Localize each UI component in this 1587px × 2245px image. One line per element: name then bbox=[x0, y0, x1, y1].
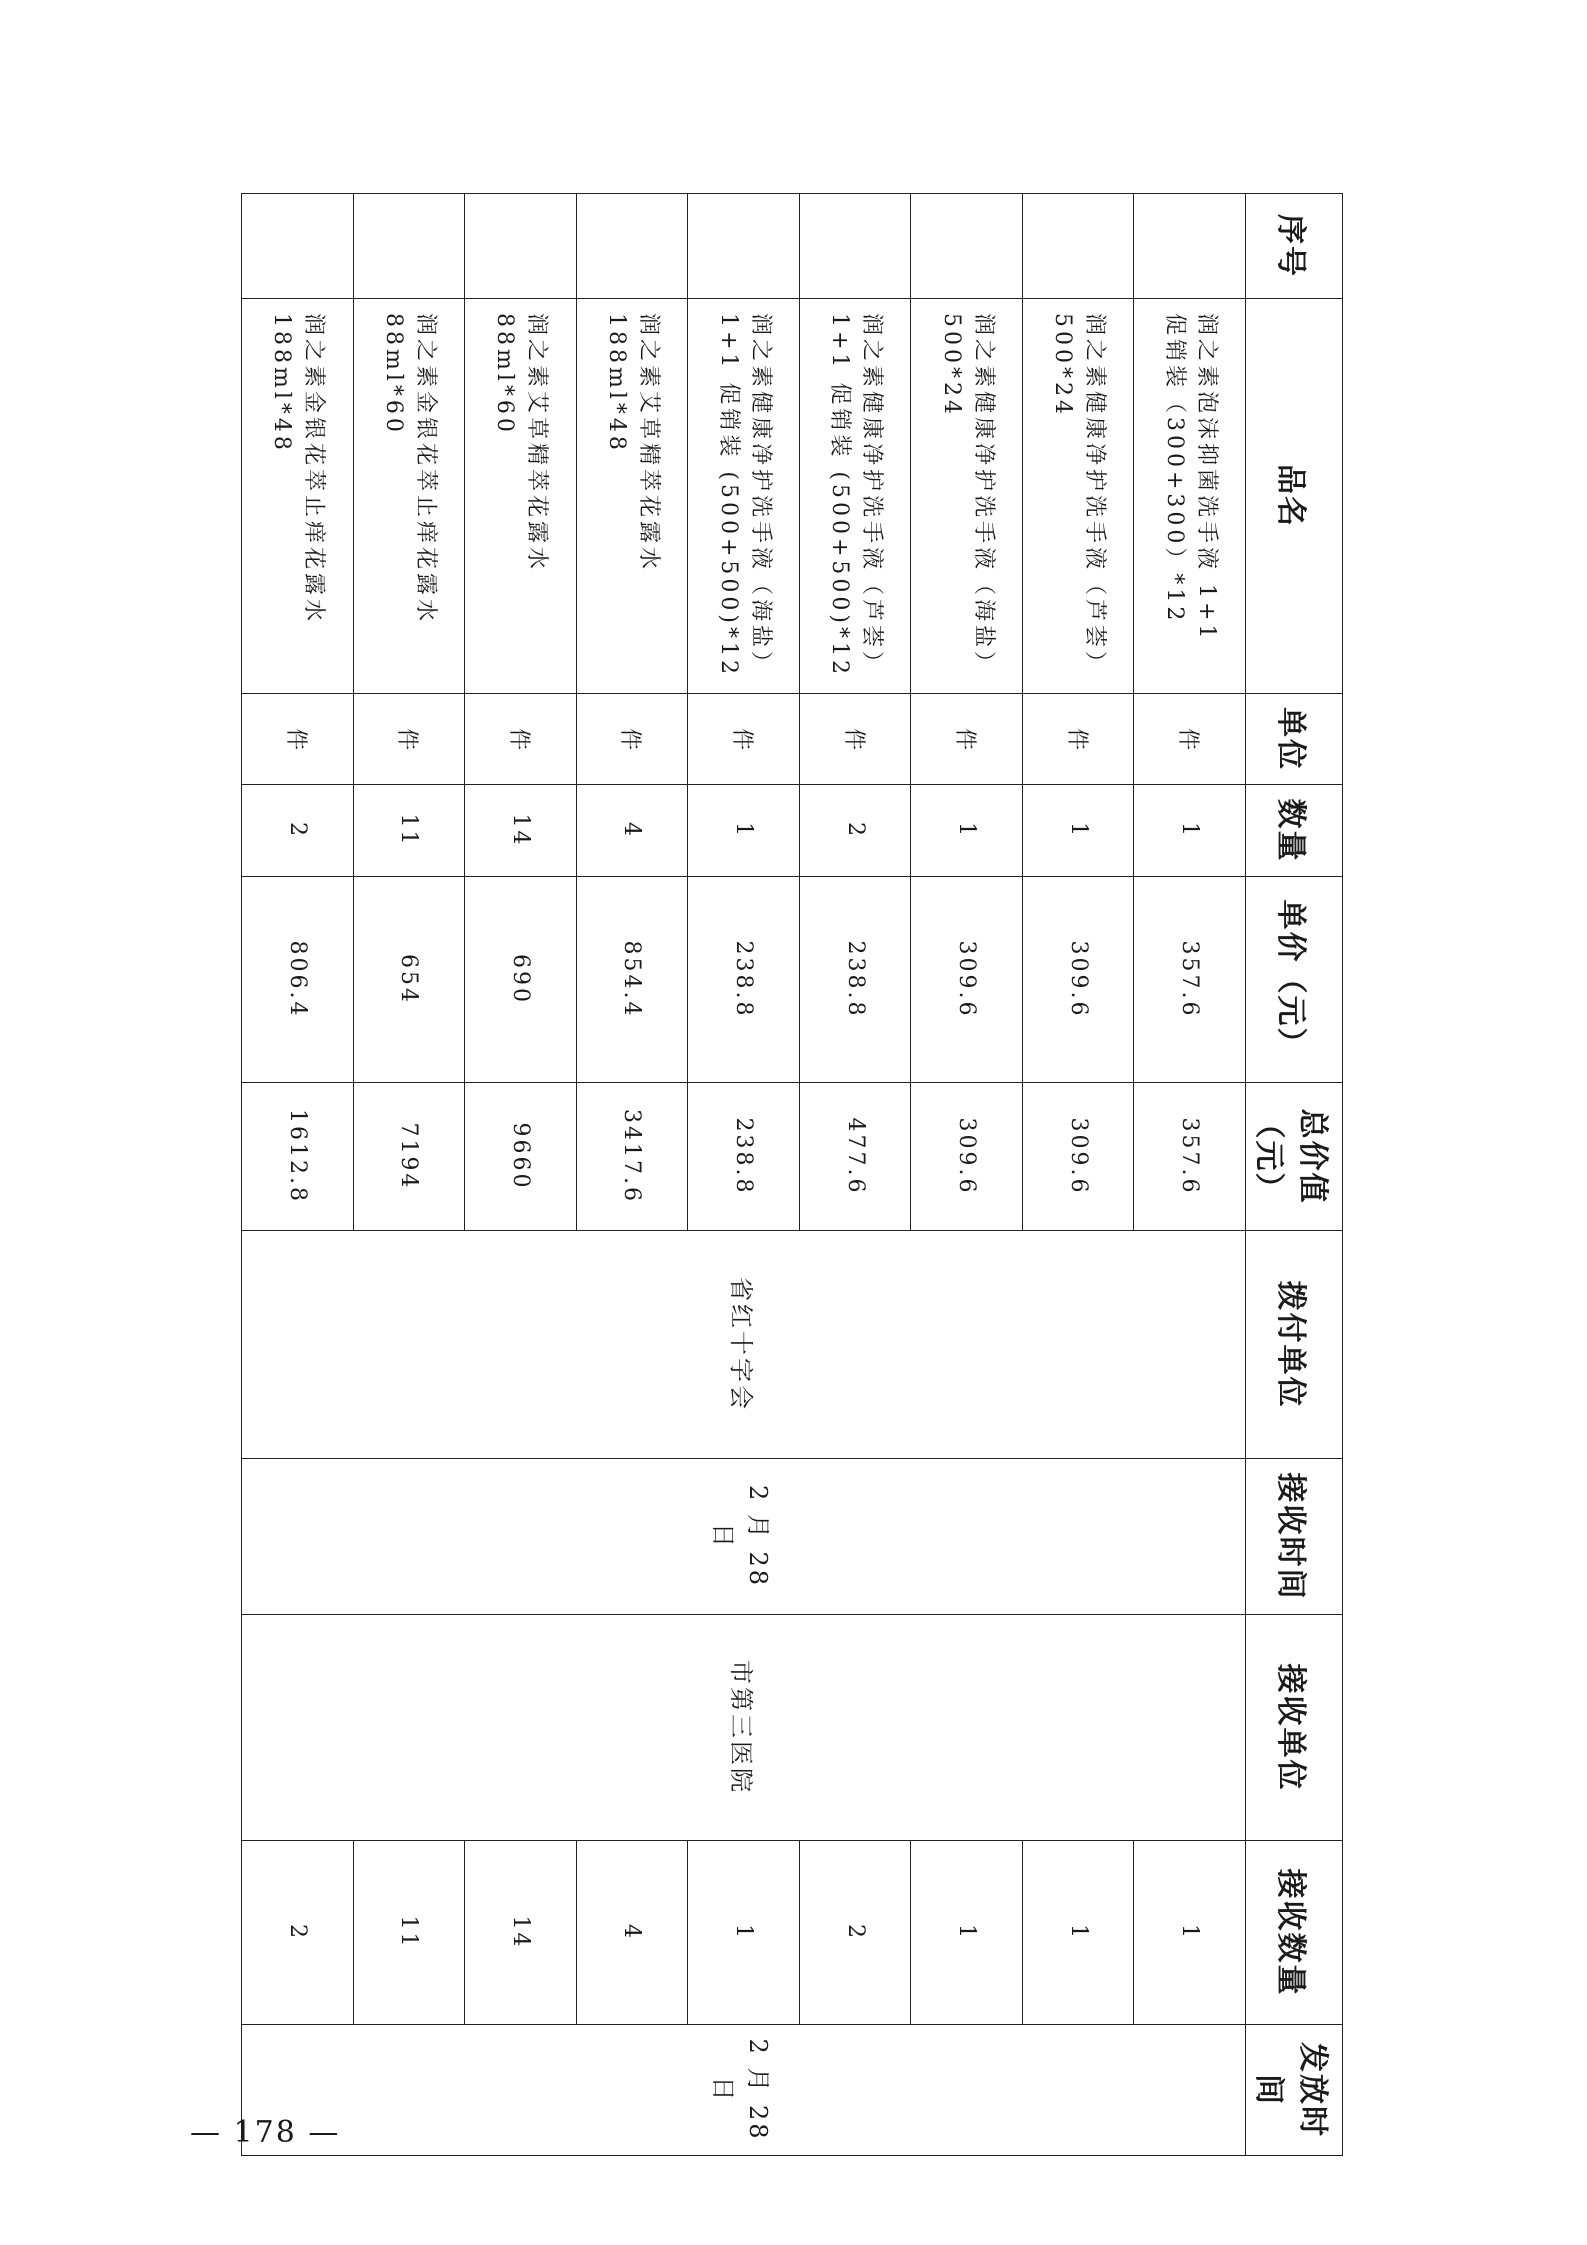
cell-recv-qty: 14 bbox=[465, 1841, 577, 2025]
cell-total: 1612.8 bbox=[242, 1083, 354, 1231]
cell-unit: 件 bbox=[688, 694, 800, 785]
cell-donor: 省红十字会 bbox=[242, 1231, 1246, 1459]
cell-total: 477.6 bbox=[799, 1083, 911, 1231]
cell-name: 润之素金银花萃止痒花露水 88ml*60 bbox=[353, 299, 465, 694]
cell-recv-qty: 1 bbox=[1134, 1841, 1246, 2025]
cell-price: 690 bbox=[465, 877, 577, 1083]
header-seq: 序号 bbox=[1246, 194, 1343, 299]
cell-recv-qty: 1 bbox=[688, 1841, 800, 2025]
cell-qty: 2 bbox=[799, 785, 911, 877]
cell-qty: 4 bbox=[576, 785, 688, 877]
cell-recv-qty: 1 bbox=[1022, 1841, 1134, 2025]
cell-recv-qty: 1 bbox=[911, 1841, 1023, 2025]
cell-price: 654 bbox=[353, 877, 465, 1083]
cell-unit: 件 bbox=[911, 694, 1023, 785]
cell-issue-time: 2 月 28 日 bbox=[242, 2025, 1246, 2156]
cell-unit: 件 bbox=[799, 694, 911, 785]
cell-recv-time: 2 月 28 日 bbox=[242, 1459, 1246, 1615]
cell-name: 润之素艾草精萃花露水 88ml*60 bbox=[465, 299, 577, 694]
cell-price: 309.6 bbox=[911, 877, 1023, 1083]
page-number: — 178 — bbox=[190, 2115, 341, 2150]
table-row bbox=[911, 194, 1023, 2156]
cell-recv-qty: 2 bbox=[799, 1841, 911, 2025]
cell-name: 润之素健康净护洗手液（芦荟）1+1 促销装 (500+500)*12 bbox=[799, 299, 911, 694]
cell-qty: 1 bbox=[1022, 785, 1134, 877]
cell-name: 润之素泡沫抑菌洗手液 1+1 促销装（300+300）*12 bbox=[1134, 299, 1246, 694]
cell-recv-qty: 2 bbox=[242, 1841, 354, 2025]
cell-price: 806.4 bbox=[242, 877, 354, 1083]
cell-price: 357.6 bbox=[1134, 877, 1246, 1083]
cell-name: 润之素金银花萃止痒花露水 188ml*48 bbox=[242, 299, 354, 694]
cell-qty: 2 bbox=[242, 785, 354, 877]
cell-unit: 件 bbox=[576, 694, 688, 785]
cell-recv-qty: 4 bbox=[576, 1841, 688, 2025]
cell-total: 309.6 bbox=[911, 1083, 1023, 1231]
cell-name: 润之素健康净护洗手液（海盐）500*24 bbox=[911, 299, 1023, 694]
header-total: 总价值（元） bbox=[1246, 1083, 1343, 1231]
cell-qty: 11 bbox=[353, 785, 465, 877]
cell-price: 309.6 bbox=[1022, 877, 1134, 1083]
cell-total: 9660 bbox=[465, 1083, 577, 1231]
table-row bbox=[242, 194, 354, 2156]
table-row bbox=[576, 194, 688, 2156]
table-row bbox=[688, 194, 800, 2156]
cell-qty: 1 bbox=[911, 785, 1023, 877]
cell-total: 309.6 bbox=[1022, 1083, 1134, 1231]
cell-seq bbox=[576, 194, 688, 299]
cell-qty: 1 bbox=[688, 785, 800, 877]
cell-total: 357.6 bbox=[1134, 1083, 1246, 1231]
cell-price: 854.4 bbox=[576, 877, 688, 1083]
table-row bbox=[1022, 194, 1134, 2156]
cell-seq bbox=[242, 194, 354, 299]
cell-unit: 件 bbox=[465, 694, 577, 785]
cell-seq bbox=[1022, 194, 1134, 299]
cell-total: 3417.6 bbox=[576, 1083, 688, 1231]
cell-seq bbox=[688, 194, 800, 299]
cell-recv-qty: 11 bbox=[353, 1841, 465, 2025]
table-row bbox=[799, 194, 911, 2156]
cell-qty: 14 bbox=[465, 785, 577, 877]
table-row bbox=[353, 194, 465, 2156]
cell-seq bbox=[353, 194, 465, 299]
cell-total: 7194 bbox=[353, 1083, 465, 1231]
cell-seq bbox=[1134, 194, 1246, 299]
cell-recipient: 市第三医院 bbox=[242, 1615, 1246, 1841]
header-price: 单价（元） bbox=[1246, 877, 1343, 1083]
cell-unit: 件 bbox=[242, 694, 354, 785]
header-recv-qty: 接收数量 bbox=[1246, 1841, 1343, 2025]
donation-table bbox=[241, 193, 1343, 2156]
header-donor: 拨付单位 bbox=[1246, 1231, 1343, 1459]
cell-name: 润之素健康净护洗手液（芦荟）500*24 bbox=[1022, 299, 1134, 694]
header-issue-time: 发放时间 bbox=[1246, 2025, 1343, 2156]
cell-unit: 件 bbox=[1022, 694, 1134, 785]
header-qty: 数量 bbox=[1246, 785, 1343, 877]
cell-name: 润之素艾草精萃花露水 188ml*48 bbox=[576, 299, 688, 694]
cell-seq bbox=[911, 194, 1023, 299]
cell-total: 238.8 bbox=[688, 1083, 800, 1231]
header-name: 品名 bbox=[1246, 299, 1343, 694]
header-recv-time: 接收时间 bbox=[1246, 1459, 1343, 1615]
cell-seq bbox=[465, 194, 577, 299]
cell-qty: 1 bbox=[1134, 785, 1246, 877]
table-row bbox=[465, 194, 577, 2156]
table-row bbox=[1134, 194, 1246, 2156]
header-unit: 单位 bbox=[1246, 694, 1343, 785]
cell-name: 润之素健康净护洗手液（海盐）1+1 促销装 (500+500)*12 bbox=[688, 299, 800, 694]
cell-seq bbox=[799, 194, 911, 299]
cell-unit: 件 bbox=[353, 694, 465, 785]
cell-unit: 件 bbox=[1134, 694, 1246, 785]
header-recipient: 接收单位 bbox=[1246, 1615, 1343, 1841]
cell-price: 238.8 bbox=[688, 877, 800, 1083]
header-row bbox=[1246, 194, 1343, 2156]
cell-price: 238.8 bbox=[799, 877, 911, 1083]
